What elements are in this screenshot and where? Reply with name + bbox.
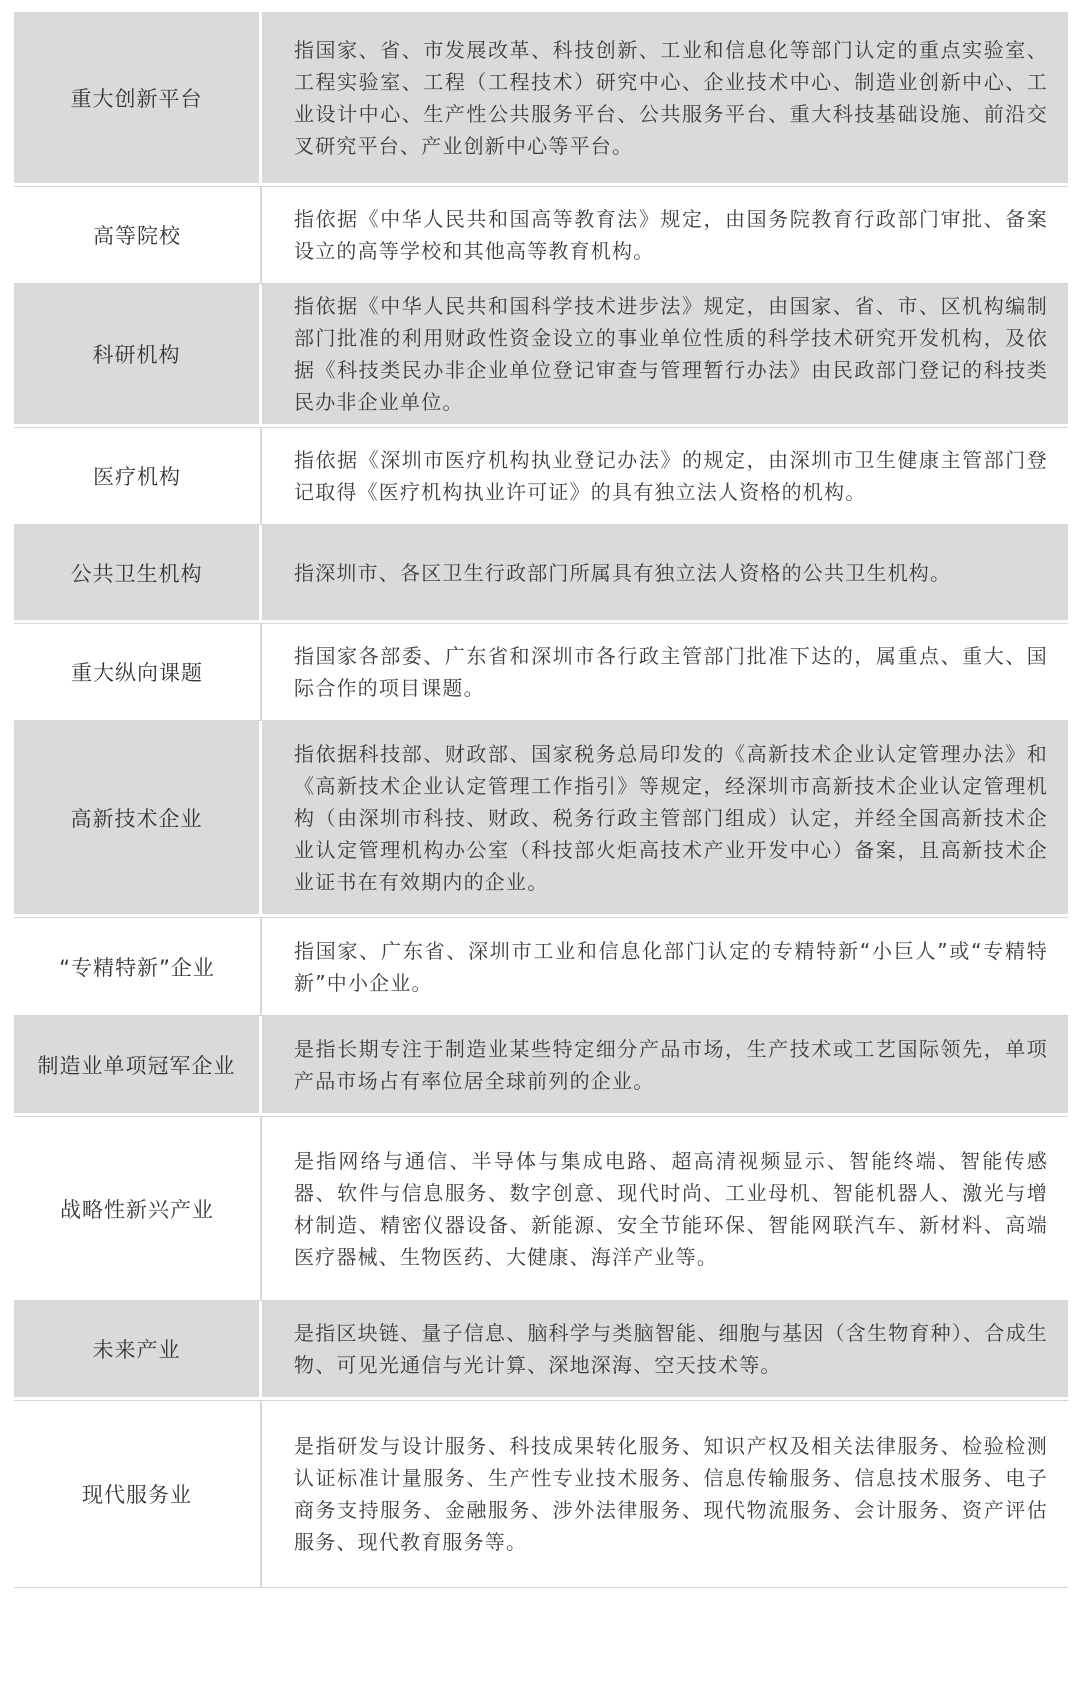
term-cell: 未来产业 — [14, 1301, 262, 1397]
table-row — [14, 1016, 1068, 1116]
definition-cell — [262, 428, 1068, 524]
table-row — [14, 917, 1068, 1016]
definition-text: 指深圳市、各区卫生行政部门所属具有独立法人资格的公共卫生机构。 — [294, 560, 952, 585]
term-cell: 现代服务业 — [14, 1401, 262, 1587]
definition-text: 指依据《中华人民共和国高等教育法》规定，由国务院教育行政部门审批、备案设立的高等学校和其他高等教育机构。 — [294, 207, 1048, 263]
definition-text: 是指研发与设计服务、科技成果转化服务、知识产权及相关法律服务、检验检测认证标准计量服务、生产性专业技术服务、信息传输服务、信息技术服务、电子商务支持服务、金融服务、涉外法律服务、现代物流服务、会计服务、资产评估服务、现代教育服务等。 — [294, 1434, 1048, 1554]
term-cell: 重大创新平台 — [14, 12, 262, 183]
term-cell: 重大纵向课题 — [14, 624, 262, 720]
definitions-table — [14, 12, 1068, 1588]
definition-text: 指依据《深圳市医疗机构执业登记办法》的规定，由深圳市卫生健康主管部门登记取得《医疗机构执业许可证》的具有独立法人资格的机构。 — [294, 448, 1048, 504]
definition-text: 指国家各部委、广东省和深圳市各行政主管部门批准下达的，属重点、重大、国际合作的项目课题。 — [294, 644, 1048, 700]
table-row — [14, 186, 1068, 284]
definition-text: 指依据科技部、财政部、国家税务总局印发的《高新技术企业认定管理办法》和《高新技术企业认定管理工作指引》等规定，经深圳市高新技术企业认定管理机构（由深圳市科技、财政、税务行政主管部门组成）认定，并经全国高新技术企业认定管理机构办公室（科技部火炬高技术产业开发中心）备案，且高新技术企业证书在有效期内的企业。 — [294, 741, 1048, 894]
definition-cell — [262, 721, 1068, 914]
definition-text: 是指区块链、量子信息、脑科学与类脑智能、细胞与基因（含生物育种）、合成生物、可见光通信与光计算、深地深海、空天技术等。 — [294, 1321, 1048, 1377]
table-row — [14, 284, 1068, 427]
term-cell: 医疗机构 — [14, 428, 262, 524]
definition-cell — [262, 624, 1068, 720]
definition-cell — [262, 12, 1068, 183]
table-row — [14, 1301, 1068, 1400]
table-row — [14, 525, 1068, 623]
term-cell: 高等院校 — [14, 187, 262, 283]
definition-text: 是指网络与通信、半导体与集成电路、超高清视频显示、智能终端、智能传感器、软件与信息服务、数字创意、现代时尚、工业母机、智能机器人、激光与增材制造、精密仪器设备、新能源、安全节能环保、智能网联汽车、新材料、高端医疗器械、生物医药、大健康、海洋产业等。 — [294, 1148, 1048, 1269]
table-row — [14, 12, 1068, 186]
definition-text: 指国家、省、市发展改革、科技创新、工业和信息化等部门认定的重点实验室、工程实验室、工程（工程技术）研究中心、企业技术中心、制造业创新中心、工业设计中心、生产性公共服务平台、公共服务平台、重大科技基础设施、前沿交叉研究平台、产业创新中心等平台。 — [294, 37, 1048, 158]
definition-cell — [262, 918, 1068, 1015]
term-cell: 高新技术企业 — [14, 721, 262, 914]
definition-cell — [262, 1301, 1068, 1397]
table-row — [14, 623, 1068, 721]
definition-cell — [262, 1016, 1068, 1113]
term-cell: “专精特新”企业 — [14, 918, 262, 1015]
term-cell: 战略性新兴产业 — [14, 1117, 262, 1300]
table-row — [14, 1400, 1068, 1588]
definition-text: 指依据《中华人民共和国科学技术进步法》规定，由国家、省、市、区机构编制部门批准的利用财政性资金设立的事业单位性质的科学技术研究开发机构，及依据《科技类民办非企业单位登记审查与管理暂行办法》由民政部门登记的科技类民办非企业单位。 — [294, 294, 1048, 414]
term-cell: 制造业单项冠军企业 — [14, 1016, 262, 1113]
definition-cell — [262, 525, 1068, 620]
definition-text: 是指长期专注于制造业某些特定细分产品市场，生产技术或工艺国际领先，单项产品市场占有率位居全球前列的企业。 — [294, 1036, 1048, 1093]
table-row — [14, 721, 1068, 917]
definition-cell — [262, 1117, 1068, 1300]
table-row — [14, 1116, 1068, 1301]
definition-cell — [262, 187, 1068, 283]
definition-text: 指国家、广东省、深圳市工业和信息化部门认定的专精特新“小巨人”或“专精特新”中小企业。 — [294, 938, 1048, 995]
table-row — [14, 427, 1068, 525]
term-cell: 科研机构 — [14, 284, 262, 424]
definition-cell — [262, 284, 1068, 424]
term-cell: 公共卫生机构 — [14, 525, 262, 620]
definition-cell — [262, 1401, 1068, 1587]
